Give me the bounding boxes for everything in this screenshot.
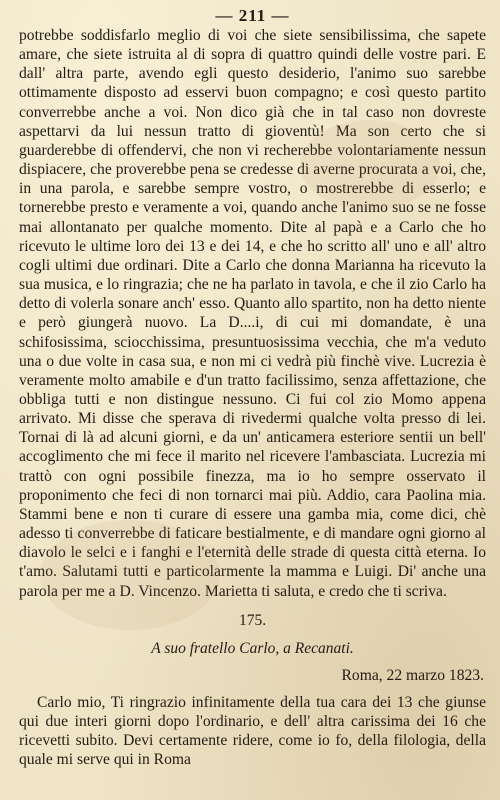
letter-body-previous <box>19 26 486 601</box>
next-letter-opening: Carlo mio, Ti ringrazio infinitamente della tua cara dei 13 che giunse qui due interi giorni dopo l'ordinario, e dell' altra carissima dei 16 che ricevetti subito. Devi certamente ridere, come io fo, della filologia, della quale mi serve qui in Roma <box>19 693 486 769</box>
letter-body-next <box>19 693 486 770</box>
letter-date: Roma, 22 marzo 1823. <box>341 666 484 684</box>
letter-number: 175. <box>238 611 267 629</box>
previous-letter-text: potrebbe soddisfarlo meglio di voi che siete sensibilissima, che sapete amare, che siete istruita al di sopra di quattro quindi delle vostre pari. E dall' altra parte, avendo egli questo desiderio, l'animo suo sarebbe ottimamente disposto ad esservi buon compagno; e così questo partito converrebbe anche a voi. Non dico già che in tal caso non dovreste aspettarvi da lui nessun tratto di gioventù! Ma son certo che si guarderebbe di offendervi, che non vi recherebbe volontariamente nessun dispiacere, che proverebbe pena se credesse di averne procurata a voi, che, in una parola, e sarebbe sempre vostro, o mostrerebbe di esserlo; e tornerebbe presto e veramente a voi, quando anche l'animo suo se ne fosse mai allontanato per qualche momento. Dite al papà e a Carlo che ho ricevuto le ultime loro dei 13 e dei 14, e che ho scritto all' uno e all' altro cogli ultimi due ordinari. Dite a Carlo che donna Marianna ha ricevuto la sua musica, e lo ringrazia; che ne ha parlato in tavola, e che il zio Carlo ha detto di volerla sonare anch' esso. Quanto allo spartito, non ha detto niente e però giungerà nuovo. La D....i, di cui mi domandate, è una schifosissima, sciocchissima, presuntuosissima vecchia, che m'a veduto una o due volte in casa sua, e non mi ci vedrà più finchè vive. Lucrezia è veramente molto amabile e d'un tratto facilissimo, senza affettazione, che obbliga tutti e non distingue nessuno. Ci fui col zio Momo appena arrivato. Mi disse che sperava di rivedermi qualche volta presso di lei. Tornai di là ad alcuni giorni, e da un' anticamera esteriore sentii un bell' accoglimento che mi fece il marito nel ricevere l'ambasciata. Lucrezia mi trattò con ogni possibile finezza, ma io ho sempre osservato il proponimento che feci di non tornarci mai più. Addio, cara Paolina mia. Stammi bene e non ti curare di essere una gamba mia, come dici, chè adesso ti converrebbe di faticare bestialmente, e di mandare ogni giorno al diavolo le selci e i fanghi e l'eternità delle strade di questa città eterna. Io t'amo. Salutami tutti e particolarmente la mamma e Luigi. Di' anche una parola per me a D. Vincenzo. Marietta ti saluta, e credo che ti scriva. <box>19 27 486 600</box>
letter-heading: A suo fratello Carlo, a Recanati. <box>151 639 354 657</box>
page-number: — 211 — <box>215 6 290 25</box>
